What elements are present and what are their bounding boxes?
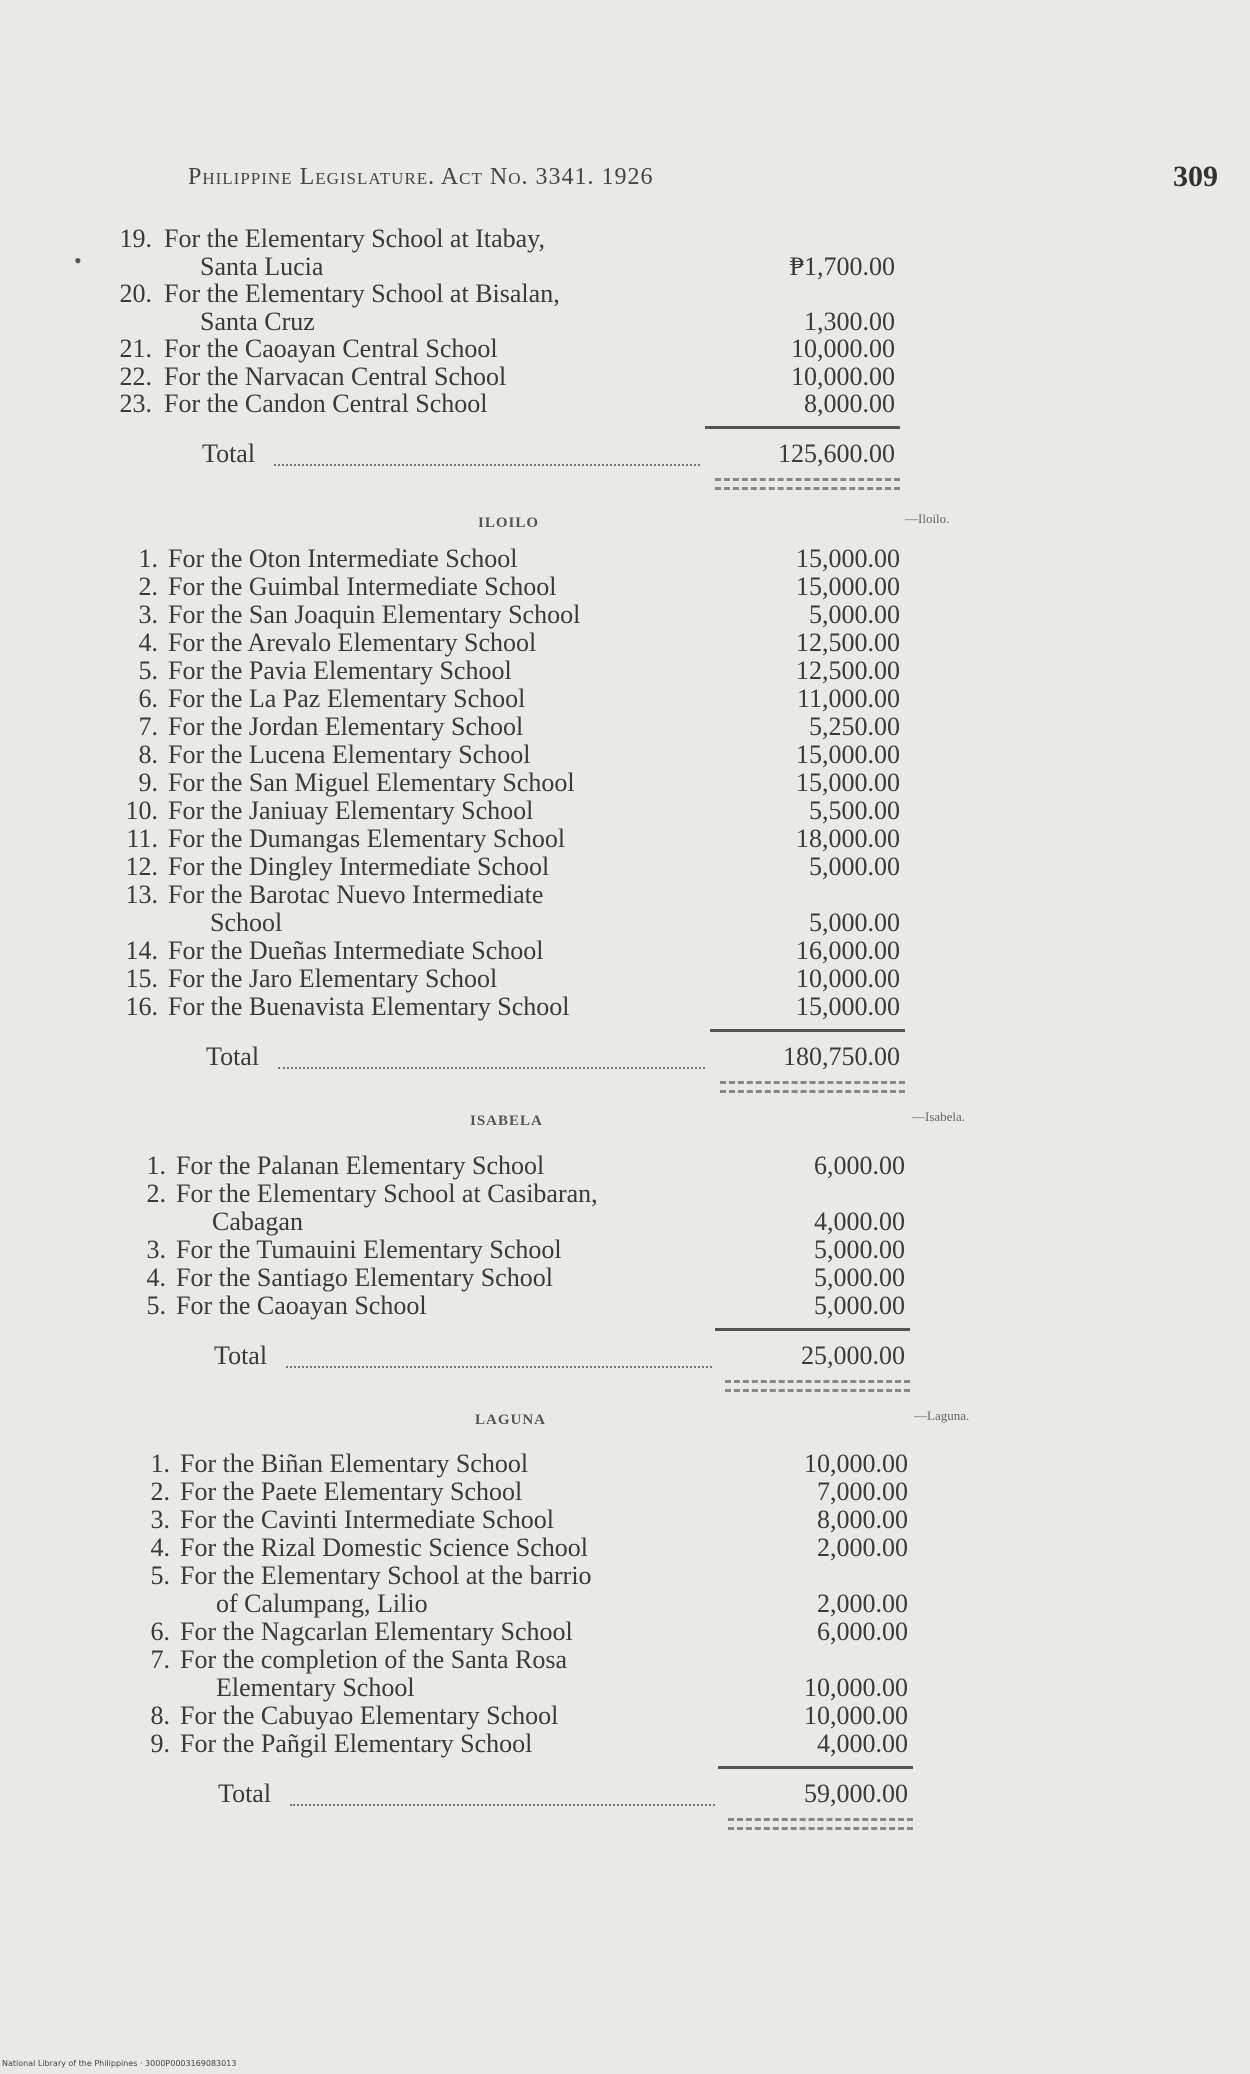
- list-item: [0, 1534, 1250, 1562]
- header-title: Philippine Legislature. Act No. 3341. 1926: [188, 164, 654, 190]
- item-description: For the Cabuyao Elementary School: [180, 1701, 559, 1730]
- item-amount: 6,000.00: [817, 1617, 908, 1646]
- item-amount: 8,000.00: [804, 389, 895, 418]
- total-row: [0, 1043, 720, 1071]
- item-amount: 12,500.00: [796, 656, 900, 685]
- item-number: 21.: [119, 334, 152, 363]
- margin-note: —Laguna.: [914, 1408, 970, 1423]
- item-description: For the Narvacan Central School: [164, 361, 507, 391]
- total-row: [0, 1342, 720, 1370]
- item-amount: 5,000.00: [809, 852, 900, 881]
- item-number: 2.: [138, 572, 158, 601]
- sum-rule: [710, 1029, 905, 1032]
- item-amount: 18,000.00: [796, 824, 900, 853]
- item-amount: 2,000.00: [817, 1533, 908, 1562]
- item-description: For the Jordan Elementary School: [168, 712, 524, 741]
- total-amount: 25,000.00: [801, 1341, 905, 1370]
- item-amount: 6,000.00: [814, 1151, 905, 1180]
- item-description-continued: Santa Lucia: [200, 251, 324, 281]
- item-number: 12.: [125, 852, 158, 881]
- item-amount: 5,500.00: [809, 796, 900, 825]
- list-item: [0, 1506, 1250, 1534]
- list-item: [0, 685, 1250, 713]
- item-amount: 15,000.00: [796, 740, 900, 769]
- item-amount: 16,000.00: [796, 936, 900, 965]
- total-amount: 180,750.00: [783, 1042, 900, 1071]
- list-item: [0, 657, 1250, 685]
- item-number: 1.: [138, 544, 158, 573]
- item-description: For the Candon Central School: [164, 389, 488, 418]
- item-amount: 4,000.00: [814, 1207, 905, 1236]
- item-description: For the Oton Intermediate School: [168, 544, 518, 573]
- item-number: 14.: [125, 936, 158, 965]
- item-number: 4.: [150, 1533, 170, 1562]
- item-description: For the Dumangas Elementary School: [168, 824, 566, 853]
- item-description: For the Dingley Intermediate School: [168, 852, 550, 881]
- section-heading: ILOILO: [478, 515, 540, 531]
- total-row: [0, 440, 720, 468]
- item-description: For the Cavinti Intermediate School: [180, 1505, 555, 1534]
- list-item: [0, 797, 1250, 825]
- list-item: [0, 1730, 1250, 1758]
- item-number: 7.: [138, 712, 158, 741]
- item-amount: 10,000.00: [804, 1701, 908, 1730]
- total-row: [0, 1780, 720, 1808]
- page-number: 309: [1173, 160, 1218, 193]
- item-amount: 10,000.00: [804, 1449, 908, 1478]
- list-item: [0, 825, 1250, 853]
- item-description-continued: Cabagan: [212, 1207, 303, 1236]
- item-number: 16.: [125, 992, 158, 1021]
- item-amount: 2,000.00: [817, 1589, 908, 1618]
- item-description: For the La Paz Elementary School: [168, 684, 526, 713]
- item-amount: 15,000.00: [796, 992, 900, 1021]
- double-rule: [720, 1081, 905, 1093]
- item-description: For the Pañgil Elementary School: [180, 1729, 533, 1758]
- list-item: [0, 741, 1250, 769]
- item-description: For the Guimbal Intermediate School: [168, 572, 557, 601]
- margin-note: —Iloilo.: [905, 511, 950, 526]
- section-heading: ISABELA: [470, 1113, 543, 1129]
- item-number: 9.: [138, 768, 158, 797]
- item-description: For the Biñan Elementary School: [180, 1449, 529, 1478]
- list-item: [0, 601, 1250, 629]
- section-heading: LAGUNA: [475, 1412, 547, 1428]
- item-number: 1.: [150, 1449, 170, 1478]
- item-amount: 10,000.00: [791, 334, 895, 363]
- item-number: 8.: [150, 1701, 170, 1730]
- running-header: [188, 160, 1218, 200]
- list-item: [0, 993, 1250, 1021]
- total-label: Total: [206, 1042, 260, 1071]
- list-item: [0, 363, 1250, 391]
- list-item: [0, 713, 1250, 741]
- list-item: [0, 965, 1250, 993]
- item-amount: 5,000.00: [814, 1263, 905, 1292]
- list-item: [0, 1292, 1250, 1320]
- list-item: [0, 1450, 1250, 1478]
- item-description-continued: School: [210, 908, 283, 937]
- list-item: [0, 1478, 1250, 1506]
- item-amount: 10,000.00: [796, 964, 900, 993]
- item-number: 6.: [150, 1617, 170, 1646]
- double-rule: [725, 1380, 910, 1392]
- double-rule: [728, 1818, 913, 1830]
- item-amount: 15,000.00: [796, 572, 900, 601]
- item-description: For the Barotac Nuevo Intermediate: [168, 880, 544, 909]
- item-amount: 5,000.00: [809, 908, 900, 937]
- item-number: 2.: [146, 1179, 166, 1208]
- dot-leader: [286, 1364, 712, 1368]
- item-description: For the Palanan Elementary School: [176, 1151, 545, 1180]
- item-number: 1.: [146, 1151, 166, 1180]
- item-number: 22.: [119, 361, 152, 391]
- sum-rule: [705, 426, 900, 429]
- item-number: 9.: [150, 1729, 170, 1758]
- item-description: For the Santiago Elementary School: [176, 1263, 553, 1292]
- list-item: [0, 1618, 1250, 1646]
- item-description: For the Caoayan School: [176, 1291, 427, 1320]
- list-item: [0, 335, 1250, 363]
- item-description: For the Rizal Domestic Science School: [180, 1533, 588, 1562]
- item-number: 19.: [119, 224, 152, 253]
- stray-mark: •: [74, 248, 82, 273]
- item-amount: ₱1,700.00: [789, 251, 895, 281]
- list-item: [0, 1152, 1250, 1180]
- item-amount: 15,000.00: [796, 768, 900, 797]
- list-item: [0, 1236, 1250, 1264]
- margin-note: —Isabela.: [912, 1109, 966, 1124]
- item-number: 13.: [125, 880, 158, 909]
- item-description: For the completion of the Santa Rosa: [180, 1645, 568, 1674]
- list-item: [0, 390, 1250, 418]
- item-number: 5.: [138, 656, 158, 685]
- item-number: 3.: [150, 1505, 170, 1534]
- item-number: 4.: [138, 628, 158, 657]
- dot-leader: [290, 1802, 715, 1806]
- list-item: [0, 545, 1250, 573]
- item-number: 11.: [126, 824, 158, 853]
- item-amount: 7,000.00: [817, 1477, 908, 1506]
- item-amount: 1,300.00: [804, 306, 895, 336]
- item-description: For the Paete Elementary School: [180, 1477, 523, 1506]
- item-number: 7.: [150, 1645, 170, 1674]
- total-label: Total: [202, 438, 256, 468]
- item-description: For the Elementary School at Bisalan,: [164, 279, 560, 308]
- item-number: 8.: [138, 740, 158, 769]
- item-description: For the Elementary School at the barrio: [180, 1561, 592, 1590]
- item-amount: 5,000.00: [814, 1291, 905, 1320]
- item-number: 23.: [119, 389, 152, 418]
- item-number: 5.: [150, 1561, 170, 1590]
- item-description: For the San Miguel Elementary School: [168, 768, 575, 797]
- item-amount: 11,000.00: [796, 684, 900, 713]
- item-description: For the Pavia Elementary School: [168, 656, 512, 685]
- item-description-continued: of Calumpang, Lilio: [216, 1589, 428, 1618]
- item-amount: 12,500.00: [796, 628, 900, 657]
- list-item: [0, 853, 1250, 881]
- list-item: [0, 573, 1250, 601]
- item-amount: 5,250.00: [809, 712, 900, 741]
- item-description: For the Buenavista Elementary School: [168, 992, 570, 1021]
- item-amount: 10,000.00: [791, 361, 895, 391]
- item-description: For the Janiuay Elementary School: [168, 796, 534, 825]
- item-description: For the Jaro Elementary School: [168, 964, 498, 993]
- item-number: 3.: [146, 1235, 166, 1264]
- item-description: For the Lucena Elementary School: [168, 740, 531, 769]
- total-amount: 59,000.00: [804, 1779, 908, 1808]
- item-description: For the Tumauini Elementary School: [176, 1235, 562, 1264]
- item-amount: 10,000.00: [804, 1673, 908, 1702]
- list-item: [0, 1264, 1250, 1292]
- item-description: For the Caoayan Central School: [164, 334, 498, 363]
- total-amount: 125,600.00: [778, 438, 895, 468]
- list-item: [0, 629, 1250, 657]
- item-description-continued: Santa Cruz: [200, 306, 315, 336]
- item-number: 3.: [138, 600, 158, 629]
- item-description: For the Elementary School at Casibaran,: [176, 1179, 598, 1208]
- item-description: For the San Joaquin Elementary School: [168, 600, 581, 629]
- item-number: 4.: [146, 1263, 166, 1292]
- item-amount: 8,000.00: [817, 1505, 908, 1534]
- total-label: Total: [218, 1779, 272, 1808]
- sum-rule: [715, 1328, 910, 1331]
- item-description: For the Nagcarlan Elementary School: [180, 1617, 573, 1646]
- item-description: For the Dueñas Intermediate School: [168, 936, 544, 965]
- item-number: 6.: [138, 684, 158, 713]
- item-amount: 5,000.00: [814, 1235, 905, 1264]
- item-number: 20.: [119, 279, 152, 308]
- item-amount: 15,000.00: [796, 544, 900, 573]
- item-amount: 4,000.00: [817, 1729, 908, 1758]
- list-item: [0, 769, 1250, 797]
- item-description: For the Arevalo Elementary School: [168, 628, 537, 657]
- sum-rule: [718, 1766, 913, 1769]
- item-number: 10.: [125, 796, 158, 825]
- footer-credit: National Library of the Philippines · 3000P0003169083013: [2, 2059, 237, 2068]
- item-description: For the Elementary School at Itabay,: [164, 224, 545, 253]
- item-amount: 5,000.00: [809, 600, 900, 629]
- list-item: [0, 937, 1250, 965]
- item-number: 2.: [150, 1477, 170, 1506]
- list-item: [0, 1702, 1250, 1730]
- total-label: Total: [214, 1341, 268, 1370]
- item-description-continued: Elementary School: [216, 1673, 415, 1702]
- dot-leader: [274, 462, 700, 466]
- item-number: 5.: [146, 1291, 166, 1320]
- dot-leader: [278, 1065, 705, 1069]
- item-number: 15.: [125, 964, 158, 993]
- double-rule: [715, 478, 900, 490]
